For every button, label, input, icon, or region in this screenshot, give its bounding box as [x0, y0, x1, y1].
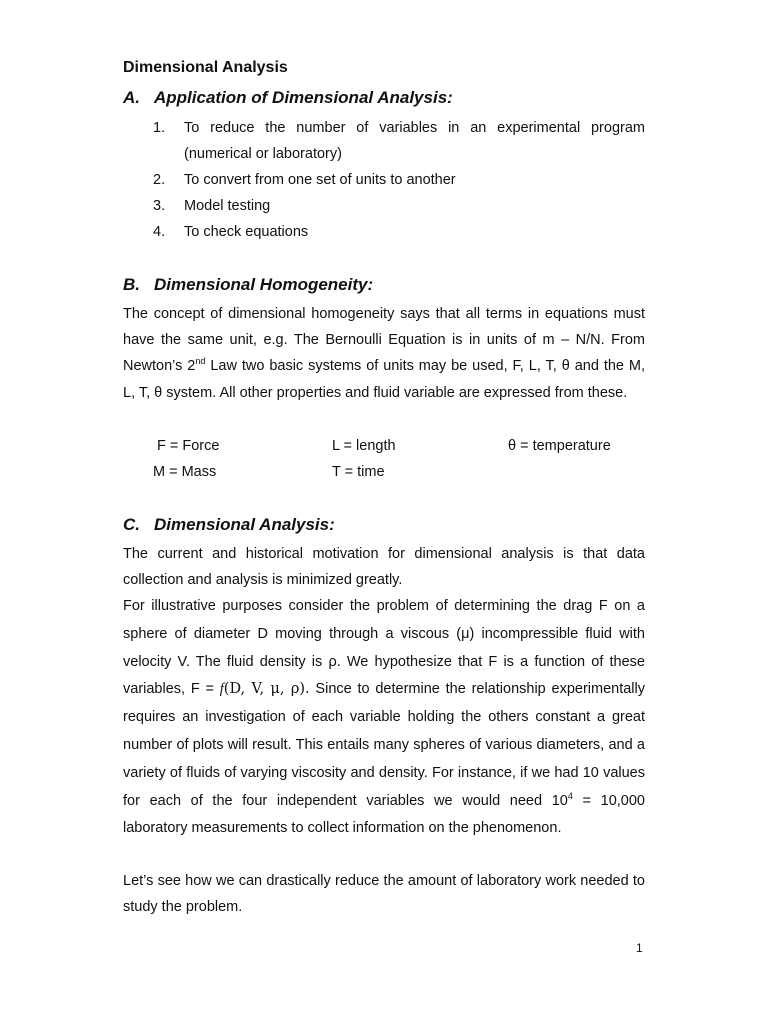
symbol-force: F = Force [157, 438, 220, 454]
list-item [153, 193, 645, 219]
section-c-title: Dimensional Analysis: [154, 515, 335, 534]
motivation-paragraph: The current and historical motivation for dimensional analysis is that data collection and analysis is minimized greatly. [123, 546, 645, 588]
list-item [153, 219, 645, 245]
section-b-title: Dimensional Homogeneity: [154, 275, 374, 294]
drag-example-text-b: Since to determine the relationship experimentally requires an investigation of each variable holding the others constant a great number of plots will result. This entails many spheres of various diameters, and a variety of fluids of varying viscosity and density. For instance, if we had 10 values for each of the four independent variables we would need 10 [123, 681, 646, 809]
exponent-superscript: 4 [567, 790, 573, 801]
homogeneity-paragraph [123, 301, 645, 406]
list-item-number: 1. [153, 120, 166, 136]
drag-example-text-a: For illustrative purposes consider the problem of determining the drag F on a sphere of diameter D moving through a viscous (μ) incompressible fluid with velocity V. The fluid density is ρ. We hypothesize that F is a function of these variables, F = [123, 598, 645, 698]
symbol-length: L = length [332, 438, 396, 454]
drag-example-text-c: = 10,000 laboratory measurements to collect information on the phenomenon. [123, 792, 645, 837]
document-title: Dimensional Analysis [123, 59, 288, 76]
list-item-text: To check equations [184, 224, 309, 240]
section-b-letter: B. [123, 275, 140, 294]
section-c-letter: C. [123, 515, 140, 534]
symbol-mass: M = Mass [153, 464, 217, 480]
list-item-number: 3. [153, 198, 166, 214]
homogeneity-text-end: Law two basic systems of units may be used, F, L, T, θ and the M, L, T, θ system. All other properties and fluid variable are expressed from these. [123, 358, 646, 401]
function-symbol: f [219, 681, 224, 698]
section-b-heading [123, 275, 373, 295]
section-a-letter: A. [123, 88, 140, 107]
list-item-text: To convert from one set of units to another [184, 172, 456, 188]
list-item [153, 115, 645, 167]
ordinal-superscript: nd [195, 356, 206, 367]
page-number: 1 [636, 941, 643, 955]
symbol-time: T = time [332, 464, 385, 480]
closing-paragraph: Let’s see how we can drastically reduce the amount of laboratory work needed to study the problem. [123, 873, 645, 915]
drag-example-paragraph [123, 593, 645, 843]
list-item-number: 4. [153, 224, 166, 240]
list-item [153, 167, 645, 193]
homogeneity-text-start: The concept of dimensional homogeneity says that all terms in equations must have the same unit, e.g. The Bernoulli Equation is in units of m – N/N. From Newton’s 2 [123, 306, 645, 375]
list-item-text: Model testing [184, 198, 271, 214]
function-arguments: (D, V, μ, ρ). [223, 681, 310, 698]
list-item-number: 2. [153, 172, 166, 188]
list-item-text: To reduce the number of variables in an experimental program (numerical or laboratory) [184, 120, 645, 162]
symbol-temperature: θ = temperature [508, 438, 611, 454]
applications-list [153, 115, 645, 245]
section-a-heading [123, 88, 453, 108]
section-c-heading [123, 515, 335, 535]
section-a-title: Application of Dimensional Analysis: [154, 88, 453, 107]
